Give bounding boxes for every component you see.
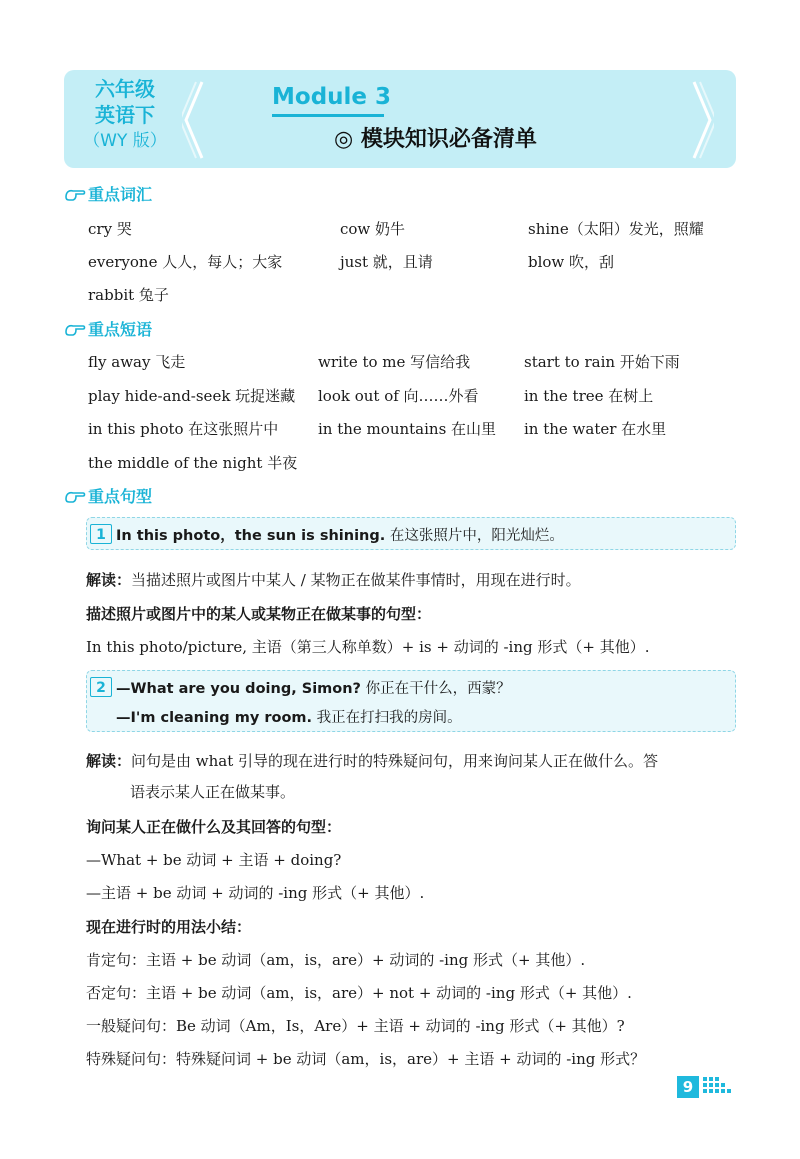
decorative-dots-icon [702,1076,736,1098]
pointing-hand-icon [64,185,86,203]
phrase-item: write to me 写信给我 [318,353,471,371]
phrase-item: start to rain 开始下雨 [524,353,680,371]
sentence-2-a-en: —I'm cleaning my room. [116,710,313,726]
phrase-item: fly away 飞走 [88,353,186,371]
module-title: Module 3 [272,84,392,110]
pattern-2-line-1: —What + be 动词 + 主语 + doing? [86,851,342,869]
explain-2-text-1: 问句是由 what 引导的现在进行时的特殊疑问句，用来询问某人正在做什么。答 [131,752,659,770]
edition-text: （WY 版） [83,131,167,151]
pointing-hand-icon [64,320,86,338]
sentence-1-en: In this photo，the sun is shining. [116,528,386,544]
vocab-item: shine（太阳）发光，照耀 [528,220,704,238]
explain-1 [86,569,581,590]
sentence-number-badge: 1 [90,524,112,544]
pointing-hand-icon [64,487,86,505]
sentences-heading-text: 重点句型 [88,487,153,506]
explain-label: 解读： [86,571,132,589]
phrase-item: play hide-and-seek 玩捉迷藏 [88,387,296,405]
module-underline [272,114,384,117]
pattern-1-text: In this photo/picture, 主语（第三人称单数）+ is + 动词的 -ing 形式（+ 其他）. [86,638,650,656]
sentence-2-answer [116,706,462,727]
left-chevron-icon [182,80,206,160]
summary-item: 否定句：主语 + be 动词（am，is，are）+ not + 动词的 -ing 形式（+ 其他）. [86,984,632,1002]
section-sentences-heading [64,484,152,507]
grade-text: 六年级 [95,77,155,101]
phrase-item: in the water 在水里 [524,420,667,438]
sentence-2-q-en: —What are you doing, Simon? [116,681,361,697]
pattern-1-title: 描述照片或图片中的某人或某物正在做某事的句型： [86,605,432,623]
vocab-item: just 就，且请 [340,253,433,271]
phrase-item: the middle of the night 半夜 [88,454,298,472]
explain-2-line-2: 语表示某人正在做某事。 [130,783,296,801]
phrase-item: look out of 向……外看 [318,387,479,405]
sentence-number-badge: 2 [90,677,112,697]
explain-2-line-1 [86,750,658,771]
subject-text: 英语下 [95,103,155,127]
sentence-2-question [116,677,511,698]
sentence-1-line [116,524,564,545]
page-title: ◎ 模块知识必备清单 [334,127,537,152]
phrase-item: in the tree 在树上 [524,387,654,405]
right-chevron-icon [690,80,714,160]
explain-label: 解读： [86,752,132,770]
sentence-1-zh: 在这张照片中，阳光灿烂。 [389,528,564,544]
summary-title: 现在进行时的用法小结： [86,918,252,936]
pattern-2-line-2: —主语 + be 动词 + 动词的 -ing 形式（+ 其他）. [86,884,425,902]
sentence-2-q-zh: 你正在干什么，西蒙？ [365,681,511,697]
phrases-heading-text: 重点短语 [88,320,153,339]
explain-1-text: 当描述照片或图片中某人 / 某物正在做某件事情时，用现在进行时。 [131,571,581,589]
vocab-heading-text: 重点词汇 [88,185,153,204]
vocab-item: rabbit 兔子 [88,286,169,304]
summary-item: 一般疑问句：Be 动词（Am，Is，Are）+ 主语 + 动词的 -ing 形式（+ 其他）? [86,1017,625,1035]
vocab-item: everyone 人人，每人；大家 [88,253,283,271]
vocab-item: blow 吹，刮 [528,253,615,271]
vocab-item: cow 奶牛 [340,220,406,238]
sentence-2-a-zh: 我正在打扫我的房间。 [316,710,462,726]
phrase-item: in this photo 在这张照片中 [88,420,279,438]
vocab-item: cry 哭 [88,220,132,238]
pattern-2-title: 询问某人正在做什么及其回答的句型： [86,818,342,836]
section-phrases-heading [64,317,152,340]
summary-item: 特殊疑问句：特殊疑问词 + be 动词（am，is，are）+ 主语 + 动词的 -ing 形式？ [86,1050,646,1068]
summary-item: 肯定句：主语 + be 动词（am，is，are）+ 动词的 -ing 形式（+ 其他）. [86,951,586,969]
grade-label [70,76,180,154]
section-vocab-heading [64,182,152,205]
phrase-item: in the mountains 在山里 [318,420,497,438]
page-number: 9 [677,1076,699,1098]
